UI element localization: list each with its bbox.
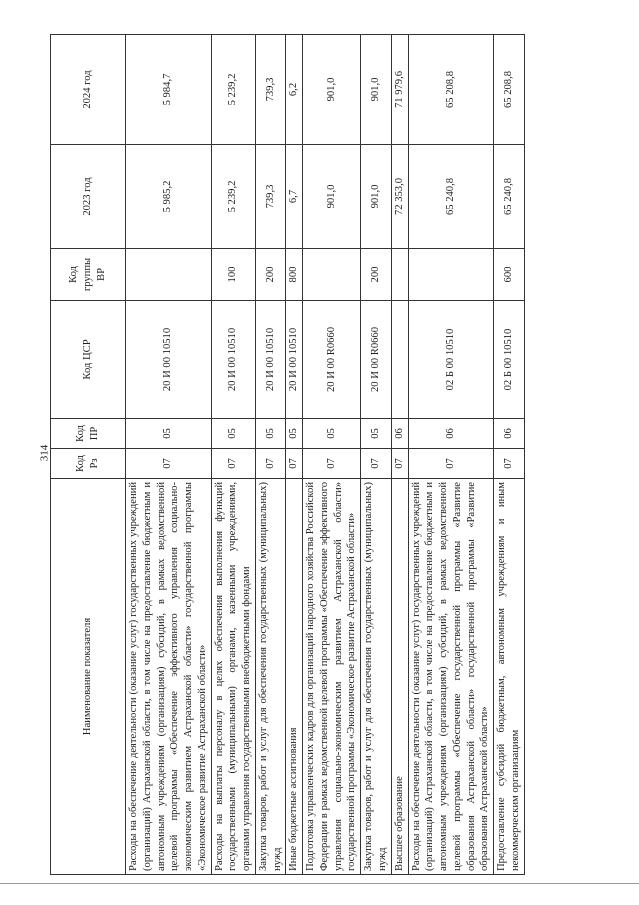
row-pr: 05 — [255, 419, 286, 449]
row-rz: 07 — [408, 449, 494, 479]
row-name: Расходы на выплаты персоналу в целях обеспечения выполнения функций государственными (муниципальными) органами, казенными учреждениями, органами управления государственными внебюджетными фондами — [211, 479, 255, 875]
row-name: Расходы на обеспечение деятельности (оказание услуг) государственных учреждений (организаций) Астраханской области, в том числе на предоставление бюджетным и автономным учреждениям (организациям) субсидий, в рамках ведомственной целевой программы «Обеспечение эффективного управления социально-экономическим развитием Астраханской области» государственной программы «Экономическое развитие Астраханской области» — [126, 479, 212, 875]
row-vr — [126, 249, 212, 301]
row-2023: 901,0 — [361, 145, 392, 249]
table-row — [126, 35, 212, 875]
row-pr: 05 — [286, 419, 303, 449]
row-2024: 739,3 — [255, 35, 286, 145]
table-row — [494, 35, 525, 875]
table-row — [408, 35, 494, 875]
row-name: Расходы на обеспечение деятельности (оказание услуг) государственных учреждений (организаций) Астраханской области, в том числе на предоставление бюджетным и автономным учреждениям (организациям) субсидий, в рамках ведомственной целевой программы «Обеспечение государственной программы «Развитие образования Астраханской области» государственной программы «Развитие образования Астраханской области» — [408, 479, 494, 875]
row-pr: 06 — [391, 419, 408, 449]
row-rz: 07 — [494, 449, 525, 479]
row-2024: 901,0 — [361, 35, 392, 145]
row-name: Подготовка управленческих кадров для организаций народного хозяйства Российской Федерации в рамках ведомственной целевой программы «Обеспечение эффективного управления социально-экономическим развитием Астраханской области» государственной программы «Экономическое развитие Астраханской области» — [303, 479, 361, 875]
row-name: Закупка товаров, работ и услуг для обеспечения государственных (муниципальных) нужд — [361, 479, 392, 875]
row-rz: 07 — [361, 449, 392, 479]
header-vr: Код группы ВР — [51, 249, 126, 301]
row-csr: 20 И 00 10510 — [286, 301, 303, 419]
row-rz: 07 — [126, 449, 212, 479]
row-2024: 901,0 — [303, 35, 361, 145]
row-2023: 901,0 — [303, 145, 361, 249]
table-header-row — [51, 35, 126, 875]
row-csr: 20 И 00 R0660 — [303, 301, 361, 419]
header-pr: Код ПР — [51, 419, 126, 449]
row-vr: 800 — [286, 249, 303, 301]
header-name: Наименование показателя — [51, 479, 126, 875]
row-2024: 71 979,6 — [391, 35, 408, 145]
row-2024: 6,2 — [286, 35, 303, 145]
table-row — [361, 35, 392, 875]
row-2024: 65 208,8 — [494, 35, 525, 145]
row-csr: 20 И 00 R0660 — [361, 301, 392, 419]
row-pr: 05 — [211, 419, 255, 449]
row-csr: 20 И 00 10510 — [255, 301, 286, 419]
row-csr: 02 Б 00 10510 — [408, 301, 494, 419]
row-vr: 600 — [494, 249, 525, 301]
header-csr: Код ЦСР — [51, 301, 126, 419]
row-2023: 739,3 — [255, 145, 286, 249]
table-row — [211, 35, 255, 875]
page-number: 314 — [38, 444, 51, 462]
row-pr: 05 — [361, 419, 392, 449]
row-csr: 20 И 00 10510 — [126, 301, 212, 419]
row-2023: 72 353,0 — [391, 145, 408, 249]
row-name: Иные бюджетные ассигнования — [286, 479, 303, 875]
header-2023: 2023 год — [51, 145, 126, 249]
row-2024: 65 208,8 — [408, 35, 494, 145]
row-vr — [408, 249, 494, 301]
row-vr — [303, 249, 361, 301]
row-pr: 05 — [303, 419, 361, 449]
row-name: Высшее образование — [391, 479, 408, 875]
header-rz: Код Рз — [51, 449, 126, 479]
row-2023: 6,7 — [286, 145, 303, 249]
row-vr: 200 — [255, 249, 286, 301]
row-rz: 07 — [286, 449, 303, 479]
row-rz: 07 — [391, 449, 408, 479]
row-csr: 20 И 00 10510 — [211, 301, 255, 419]
row-name: Закупка товаров, работ и услуг для обеспечения государственных (муниципальных) нужд — [255, 479, 286, 875]
row-name: Предоставление субсидий бюджетным, автономным учреждениям и иным некоммерческим организациям — [494, 479, 525, 875]
header-2024: 2024 год — [51, 35, 126, 145]
row-2023: 5 985,2 — [126, 145, 212, 249]
table-row — [255, 35, 286, 875]
row-pr: 06 — [408, 419, 494, 449]
row-2024: 5 984,7 — [126, 35, 212, 145]
row-2023: 65 240,8 — [494, 145, 525, 249]
table-row — [391, 35, 408, 875]
budget-table-rotated — [50, 35, 522, 875]
row-rz: 07 — [255, 449, 286, 479]
budget-table — [50, 34, 525, 875]
row-pr: 06 — [494, 419, 525, 449]
row-rz: 07 — [211, 449, 255, 479]
row-rz: 07 — [303, 449, 361, 479]
row-vr: 200 — [361, 249, 392, 301]
row-csr: 02 Б 00 10510 — [494, 301, 525, 419]
page-bottom-rule — [0, 883, 639, 884]
table-row — [286, 35, 303, 875]
row-2024: 5 239,2 — [211, 35, 255, 145]
row-csr — [391, 301, 408, 419]
row-2023: 5 239,2 — [211, 145, 255, 249]
table-row — [303, 35, 361, 875]
row-pr: 05 — [126, 419, 212, 449]
row-vr: 100 — [211, 249, 255, 301]
row-vr — [391, 249, 408, 301]
row-2023: 65 240,8 — [408, 145, 494, 249]
